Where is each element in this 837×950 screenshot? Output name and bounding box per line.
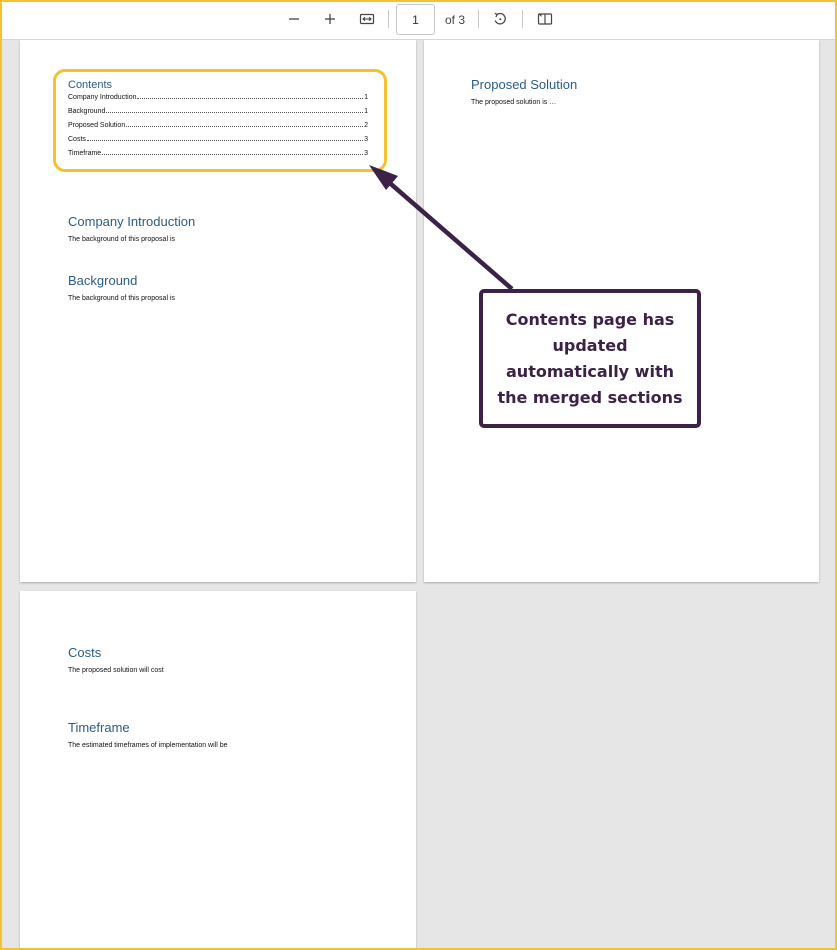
section-heading-company-introduction: Company Introduction [68,214,196,229]
toc-entry-page: 2 [364,122,368,129]
toc-entry-label: Background [68,108,106,115]
toc-entry-page: 3 [364,136,368,143]
section-heading-background: Background [68,273,138,288]
section-body: The background of this proposal is [68,236,176,243]
section-heading-timeframe: Timeframe [68,720,130,735]
section-body: The proposed solution is … [471,99,557,106]
toc-entry-label: Timeframe [68,150,102,157]
section-heading-costs: Costs [68,645,102,660]
page-count-label: of 3 [445,13,466,27]
section-heading-proposed-solution: Proposed Solution [471,77,578,92]
toc-entry-label: Company Introduction [68,94,137,101]
toc-entry-page: 3 [364,150,368,157]
section-body: The estimated timeframes of implementation will be [68,742,228,749]
toc-title: Contents [68,79,113,91]
toc-entry-label: Proposed Solution [68,122,126,129]
callout-text: Contents page has updated automatically with the merged sections [497,309,683,407]
section-body: The background of this proposal is [68,295,176,302]
toc-entry-page: 1 [364,94,368,101]
section-body: The proposed solution will cost [68,667,164,674]
toc-entry-label: Costs [68,136,86,143]
annotation-callout [479,289,701,428]
toc-entry-page: 1 [364,108,368,115]
